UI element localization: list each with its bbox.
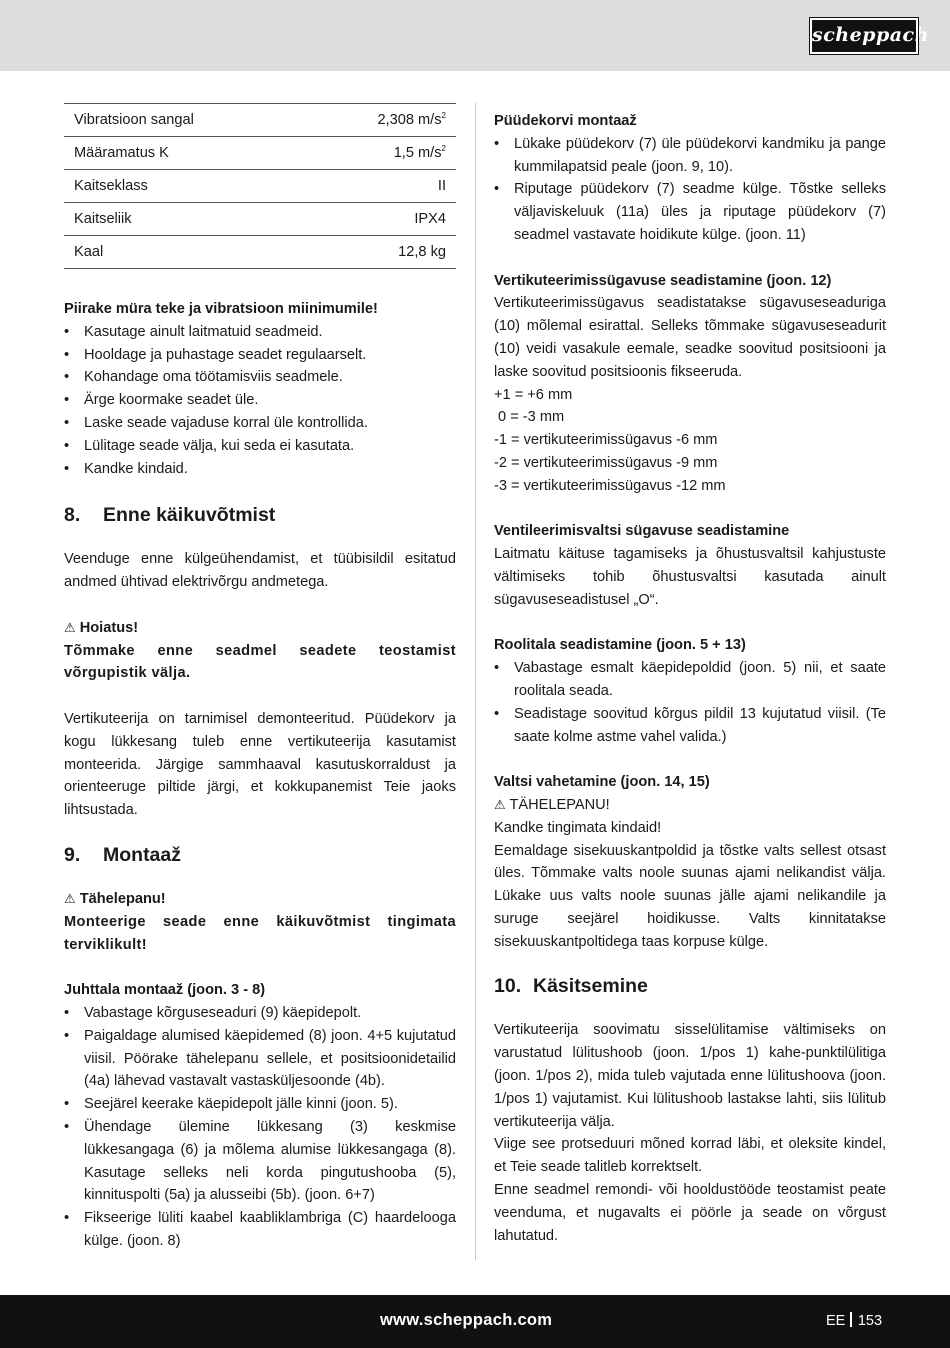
section-9-heading: 9. Montaaž xyxy=(64,843,181,866)
list-item: • Ühendage ülemine lükkesang (3) keskmise lükkesangaga (6) ja mõlema alumise lükkesangaga (8). Kasutage selleks neli korda pingutushooba (5), kinnituspolti (5a) ja alusseibi (5b). (joon. 6+7) xyxy=(64,1116,456,1207)
list-item: • Ärge koormake seadet üle. xyxy=(64,389,456,412)
handle-list xyxy=(64,1002,456,1253)
vent-heading: Ventileerimisvaltsi sügavuse seadistamine xyxy=(494,523,790,540)
sec8-paragraph-2: Vertikuteerija on tarnimisel demonteeritud. Püüdekorv ja kogu lükkesang tuleb enne vertikuteerija kasutamist monteerida. Järgige sammhaaval kasutuskorraldust ja orienteeruge piltide järgi, et kokkupanemist Teie jaoks lihtsustada. xyxy=(64,710,456,819)
depth-heading: Vertikuteerimissügavuse seadistamine (joon. 12) xyxy=(494,272,832,289)
list-item: • Riputage püüdekorv (7) seadme külge. Tõstke selleks väljaviskeluuk (11a) üles ja riputage püüdekorv (7) seadmel vastavate hoidikute külge. (joon. 11) xyxy=(494,178,886,246)
footer-bar xyxy=(0,1295,950,1348)
separator xyxy=(850,1312,852,1327)
spec-label: Vibratsioon sangal xyxy=(64,104,304,137)
list-item: • Paigaldage alumised käepidemed (8) joon. 4+5 kujutatud viisil. Pöörake tähelepanu sellele, et positsioonidetailid (4a) lähevad vastavalt vastasküljesoonde (4b). xyxy=(64,1025,456,1093)
warning-icon: ⚠ xyxy=(64,619,76,635)
spec-value: IPX4 xyxy=(304,203,456,236)
roller-list xyxy=(494,657,886,748)
depth-line: -3 = vertikuteerimissügavus -12 mm xyxy=(494,477,726,494)
roller-heading: Roolitala seadistamine (joon. 5 + 13) xyxy=(494,637,746,654)
table-row xyxy=(64,104,456,137)
right-column xyxy=(494,110,886,1247)
spec-value: 1,5 $m/s^2$ xyxy=(304,137,456,170)
table-row xyxy=(64,236,456,269)
list-item: • Seejärel keerake käepidepolt jälle kinni (joon. 5). xyxy=(64,1093,456,1116)
header-bar xyxy=(0,0,950,71)
list-item: • Vabastage kõrguseseaduri (9) käepidepolt. xyxy=(64,1002,456,1025)
list-item: • Kohandage oma töötamisviis seadmele. xyxy=(64,366,456,389)
list-item: • Lükake püüdekorv (7) üle püüdekorvi kandmiku ja pange kummilapatsid peale (joon. 9, 10). xyxy=(494,133,886,179)
noise-list xyxy=(64,321,456,481)
sec10-paragraph-2: Viige see protseduuri mõned korrad läbi, et oleksite kindel, et Teie seade talitleb korrektselt. xyxy=(494,1136,886,1176)
sec8-warning-text: Tõmmake enne seadmel seadete teostamist võrgupistik välja. xyxy=(64,642,456,682)
list-item: • Kasutage ainult laitmatuid seadmeid. xyxy=(64,321,456,344)
basket-heading: Püüdekorvi montaaž xyxy=(494,113,637,129)
page-indicator xyxy=(826,1310,882,1333)
spec-label: Kaitseliik xyxy=(64,203,304,236)
scheppach-logo: scheppach xyxy=(810,18,918,54)
list-item: • Seadistage soovitud kõrgus pildil 13 kujutatud viisil. (Te saate kolme astme vahel valida.) xyxy=(494,703,886,749)
cylinder-text: Eemaldage sisekuuskantpoldid ja tõstke valts sellest otsast üles. Tõmmake valts noole suunas ajami nelikandist välja. Lükake uus valts noole suunas jälle ajami nelikandile ja suruge seejärel hoidikusse. Valts kinnitatakse sisekuuskantpoltidega taas korpuse külge. xyxy=(494,842,886,950)
sec8-warning-title: ⚠ Hoiatus! xyxy=(64,619,139,636)
spec-value: 12,8 kg xyxy=(304,236,456,269)
sec9-warning-text: Monteerige seade enne käikuvõtmist tingimata terviklikult! xyxy=(64,913,456,953)
table-row xyxy=(64,203,456,236)
cylinder-line-2: Kandke tingimata kindaid! xyxy=(494,819,662,836)
basket-list xyxy=(494,133,886,247)
sec10-paragraph-3: Enne seadmel remondi- või hooldustööde teostamist peate veenduma, et nugavalts ei pöörle ja seade on võrgust lahutatud. xyxy=(494,1182,886,1244)
spec-value: 2,308 $m/s^2$ xyxy=(304,104,456,137)
sec10-paragraph-1: Vertikuteerija soovimatu sisselülitamise vältimiseks on varustatud lülitushoob (joon. 1/pos 1) kahe-punktilülitiga (joon. 1/pos 2), mida tuleb vajutada enne lülitushoova (joon. 1/pos 1) vajutamist. Kui lülitushoob lastakse lahti, siis lülitub vertikuteerija välja. xyxy=(494,1022,886,1130)
left-column xyxy=(64,103,456,1253)
list-item: • Hooldage ja puhastage seadet regulaarselt. xyxy=(64,344,456,367)
depth-line: -2 = vertikuteerimissügavus -9 mm xyxy=(494,454,718,471)
depth-text: Vertikuteerimissügavus seadistatakse sügavuseseaduriga (10) mõlemal esirattal. Selleks tõmmake sügavuseseadurit (10) veidi vasakule eemale, seadke soovitud positsiooni ja laske soovitud positsioonis fikseeruda. xyxy=(494,295,886,380)
handle-heading: Juhttala montaaž (joon. 3 - 8) xyxy=(64,982,266,999)
vent-text: Laitmatu käituse tagamiseks ja õhustusvaltsil kahjustuste vältimiseks tohib õhustusvaltsi kasutada ainult sügavuseseadistusel „O“. xyxy=(494,546,886,608)
cylinder-heading: Valtsi vahetamine (joon. 14, 15) xyxy=(494,774,710,791)
list-item: • Vabastage esmalt käepidepoldid (joon. 5) nii, et saate roolitala seada. xyxy=(494,657,886,703)
language-code: EE xyxy=(826,1313,846,1329)
noise-heading: Piirake müra teke ja vibratsioon miinimumile! xyxy=(64,301,378,317)
spec-label: Kaitseklass xyxy=(64,170,304,203)
list-item: • Lülitage seade välja, kui seda ei kasutata. xyxy=(64,435,456,458)
table-row xyxy=(64,137,456,170)
page-number: 153 xyxy=(857,1313,883,1329)
spec-table xyxy=(64,103,456,269)
depth-line: +1 = +6 mm xyxy=(494,386,573,403)
list-item: • Kandke kindaid. xyxy=(64,458,456,481)
list-item: • Fikseerige lüliti kaabel kaabliklambriga (C) haardelooga külge. (joon. 8) xyxy=(64,1207,456,1253)
depth-line: -1 = vertikuteerimissügavus -6 mm xyxy=(494,432,718,449)
spec-label: Kaal xyxy=(64,236,304,269)
list-item: • Laske seade vajaduse korral üle kontrollida. xyxy=(64,412,456,435)
spec-value: II xyxy=(304,170,456,203)
website-link[interactable]: www.scheppach.com xyxy=(380,1311,553,1329)
table-row xyxy=(64,170,456,203)
section-8-heading: 8. Enne käikuvõtmist xyxy=(64,504,276,527)
sec9-warning-title: ⚠ Tähelepanu! xyxy=(64,890,166,907)
warning-icon: ⚠ xyxy=(494,796,506,812)
warning-icon: ⚠ xyxy=(64,890,76,906)
depth-line: 0 = -3 mm xyxy=(494,409,565,426)
spec-label: Määramatus K xyxy=(64,137,304,170)
section-10-heading: 10. Käsitsemine xyxy=(494,975,648,998)
cylinder-warning: ⚠ TÄHELEPANU! xyxy=(494,796,610,813)
column-divider xyxy=(475,103,476,1260)
sec8-paragraph-1: Veenduge enne külgeühendamist, et tüübisildil esitatud andmed ühtivad elektrivõrgu andmetega. xyxy=(64,551,456,591)
